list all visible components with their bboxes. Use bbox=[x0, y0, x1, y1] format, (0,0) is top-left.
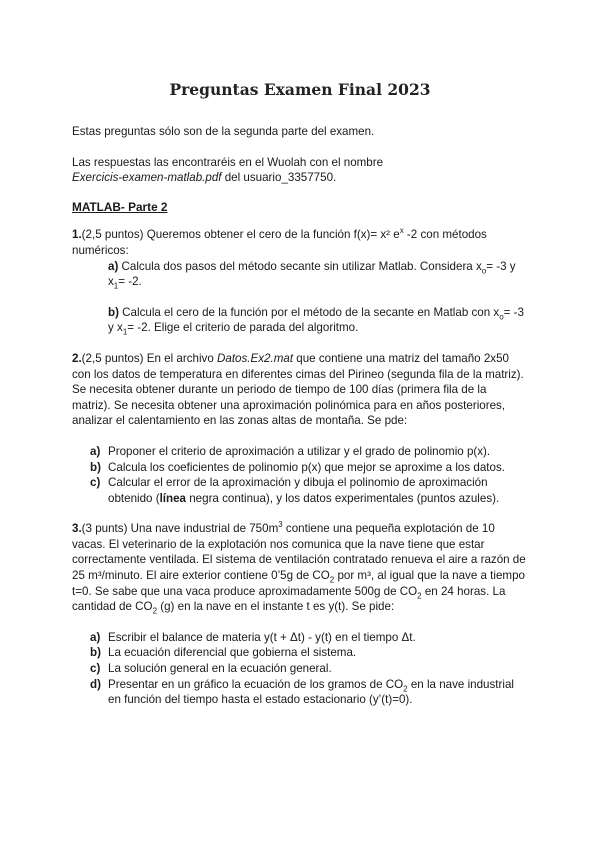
list-item-label: c) bbox=[90, 662, 101, 676]
question-1-part-a-label: a) bbox=[108, 259, 119, 273]
intro-line-1: Estas preguntas sólo son de la segunda parte del examen. bbox=[72, 125, 375, 138]
list-item-label: b) bbox=[90, 646, 101, 660]
list-item-text: Proponer el criterio de aproximación a utilizar y el grado de polinomio p(x). bbox=[108, 444, 491, 458]
question-3-sub-b: 2 bbox=[417, 590, 422, 600]
section-heading: MATLAB- Parte 2 bbox=[72, 199, 168, 214]
list-item-text: Calcular el error de la aproximación y dibuja el polinomio de aproximación obtenido ( bbox=[108, 476, 488, 505]
question-1-text-b: -2 con métodos numéricos: bbox=[72, 228, 487, 257]
question-1-part-b-t3: = -2. Elige el criterio de parada del algoritmo. bbox=[127, 321, 359, 335]
intro-user: del usuario_3357750. bbox=[221, 171, 337, 185]
list-item-text: La solución general en la ecuación general. bbox=[108, 662, 332, 676]
question-3-sub-a: 2 bbox=[329, 575, 335, 585]
list-item bbox=[72, 661, 528, 677]
question-3-t1: (3 punts) Una nave industrial de 750m bbox=[81, 522, 279, 536]
list-item-label: d) bbox=[90, 677, 101, 691]
question-1-part-b bbox=[72, 305, 528, 336]
list-item-text: Escribir el balance de materia y(t + Δt) - y(t) en el tiempo Δt. bbox=[108, 630, 416, 644]
question-1-part-a-t2: = -3 y x bbox=[108, 259, 516, 289]
question-2-number: 2. bbox=[72, 351, 82, 365]
list-item bbox=[72, 475, 528, 506]
list-item-bold: línea bbox=[159, 491, 186, 505]
list-item-text: Presentar en un gráfico la ecuación de los gramos de CO bbox=[108, 677, 404, 691]
question-3-list bbox=[72, 630, 528, 708]
question-1 bbox=[72, 227, 528, 258]
question-1-part-b-sub0: o bbox=[499, 312, 504, 322]
question-3-t5: (g) en la nave en el instante t es y(t). Se pide: bbox=[157, 600, 395, 614]
list-item-text: negra continua), y los datos experimentales (puntos azules). bbox=[186, 491, 500, 505]
question-1-part-a-t3: = -2. bbox=[118, 275, 142, 289]
page-title: Preguntas Examen Final 2023 bbox=[169, 80, 431, 99]
intro-line-2 bbox=[72, 155, 528, 186]
question-1-part-b-t1: Calcula el cero de la función por el método de la secante en Matlab con x bbox=[118, 305, 500, 319]
question-1-part-a bbox=[72, 259, 528, 290]
question-1-number: 1. bbox=[72, 228, 82, 242]
question-2-file: Datos.Ex2.mat bbox=[217, 351, 294, 365]
question-3-t3: por m³, al igual que la nave a tiempo t=0. Se sabe que una vaca produce aproximadamente 500g de CO bbox=[72, 569, 525, 598]
question-1-part-a-sub0: o bbox=[481, 265, 487, 275]
question-1-part-b-t2: = -3 y x bbox=[108, 305, 524, 335]
question-2-t1: (2,5 puntos) En el archivo bbox=[81, 351, 218, 365]
list-item bbox=[72, 444, 528, 460]
question-3-sup: 3 bbox=[278, 520, 283, 530]
question-1-superscript: x bbox=[399, 226, 404, 236]
question-2-list bbox=[72, 444, 528, 506]
question-3-t4: en 24 horas. La cantidad de CO bbox=[72, 584, 506, 614]
list-item-label: c) bbox=[90, 476, 101, 490]
list-item-label: a) bbox=[90, 630, 101, 644]
question-3-sub-c: 2 bbox=[152, 606, 158, 616]
question-2 bbox=[72, 351, 528, 429]
intro-line-2-text: Las respuestas las encontraréis en el Wuolah con el nombre bbox=[72, 155, 384, 169]
question-2-t2: que contiene una matriz del tamaño 2x50 con los datos de temperatura en diferentes cimas del Pirineo (segunda fila de la matriz). Se necesita obtener durante un periodo de tiempo de 100 días (primera fila de la matriz). Se necesita obtener una aproximación polinómica para en años posteriores, analizar el calentamiento en las zonas altas de montaña. Se pde: bbox=[72, 351, 524, 428]
list-item-sub: 2 bbox=[403, 683, 408, 693]
list-item-label: b) bbox=[90, 460, 101, 474]
list-item bbox=[72, 460, 528, 476]
question-1-part-b-label: b) bbox=[108, 305, 119, 319]
list-item bbox=[72, 677, 528, 708]
question-3 bbox=[72, 521, 528, 615]
list-item-text: Calcula los coeficientes de polinomio p(x) que mejor se aproxime a los datos. bbox=[108, 460, 505, 474]
intro-filename: Exercicis-examen-matlab.pdf bbox=[72, 171, 222, 185]
question-1-part-a-sub1: 1 bbox=[113, 281, 119, 291]
question-3-number: 3. bbox=[72, 522, 82, 536]
list-item-text: en la nave industrial en función del tiempo hasta el estado estacionario (y’(t)=0). bbox=[108, 677, 514, 707]
list-item-label: a) bbox=[90, 444, 101, 458]
list-item bbox=[72, 645, 528, 661]
question-1-text-a: (2,5 puntos) Queremos obtener el cero de la función f(x)= x² e bbox=[81, 228, 400, 242]
question-1-part-a-t1: Calcula dos pasos del método secante sin utilizar Matlab. Considera x bbox=[118, 259, 482, 273]
list-item-text: La ecuación diferencial que gobierna el sistema. bbox=[108, 646, 357, 660]
question-3-t2: contiene una pequeña explotación de 10 vacas. El veterinario de la explotación nos comunica que la nave tiene que estar correctamente ventilada. El sistema de ventilación contratado renueva el aire a razón de 25 m³/minuto. El aire exterior contiene 0’5g de CO bbox=[72, 522, 526, 583]
list-item bbox=[72, 630, 528, 646]
question-1-part-b-sub1: 1 bbox=[122, 327, 128, 337]
